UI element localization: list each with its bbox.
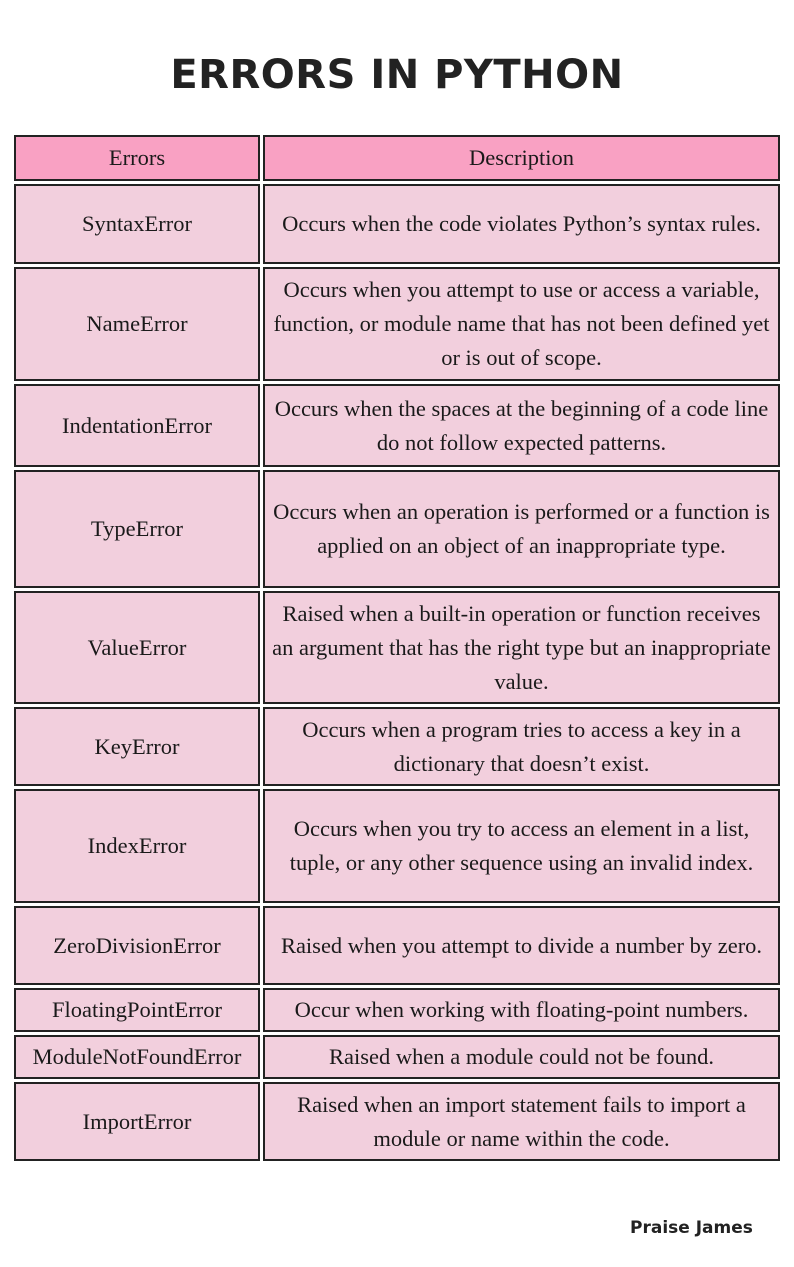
error-description: Occurs when the code violates Python’s syntax rules. <box>263 184 780 264</box>
error-name: FloatingPointError <box>14 988 260 1032</box>
table-row <box>14 591 780 704</box>
error-name: NameError <box>14 267 260 381</box>
error-name: SyntaxError <box>14 184 260 264</box>
error-description: Raised when a module could not be found. <box>263 1035 780 1079</box>
error-name: ValueError <box>14 591 260 704</box>
table-row <box>14 1035 780 1079</box>
table-row <box>14 470 780 588</box>
table-row <box>14 789 780 903</box>
errors-table <box>14 135 780 1164</box>
header-errors: Errors <box>14 135 260 181</box>
error-description: Occurs when you attempt to use or access a variable, function, or module name that has not been defined yet or is out of scope. <box>263 267 780 381</box>
error-description: Occurs when an operation is performed or a function is applied on an object of an inappropriate type. <box>263 470 780 588</box>
page-title: ERRORS IN PYTHON <box>170 52 624 98</box>
error-description: Occur when working with floating-point numbers. <box>263 988 780 1032</box>
table-row <box>14 906 780 985</box>
table-row <box>14 988 780 1032</box>
table-row <box>14 707 780 786</box>
table-row <box>14 184 780 264</box>
error-description: Occurs when a program tries to access a key in a dictionary that doesn’t exist. <box>263 707 780 786</box>
error-description: Raised when an import statement fails to import a module or name within the code. <box>263 1082 780 1161</box>
error-name: KeyError <box>14 707 260 786</box>
error-description: Raised when a built-in operation or function receives an argument that has the right type but an inappropriate value. <box>263 591 780 704</box>
table-row <box>14 384 780 467</box>
error-description: Occurs when the spaces at the beginning of a code line do not follow expected patterns. <box>263 384 780 467</box>
error-description: Occurs when you try to access an element in a list, tuple, or any other sequence using an invalid index. <box>263 789 780 903</box>
header-description: Description <box>263 135 780 181</box>
table-row <box>14 267 780 381</box>
table-header-row <box>14 135 780 181</box>
error-name: TypeError <box>14 470 260 588</box>
author-signature: Praise James <box>630 1218 753 1238</box>
error-name: ZeroDivisionError <box>14 906 260 985</box>
error-name: ImportError <box>14 1082 260 1161</box>
error-name: IndentationError <box>14 384 260 467</box>
error-name: IndexError <box>14 789 260 903</box>
table-row <box>14 1082 780 1161</box>
error-description: Raised when you attempt to divide a number by zero. <box>263 906 780 985</box>
error-name: ModuleNotFoundError <box>14 1035 260 1079</box>
